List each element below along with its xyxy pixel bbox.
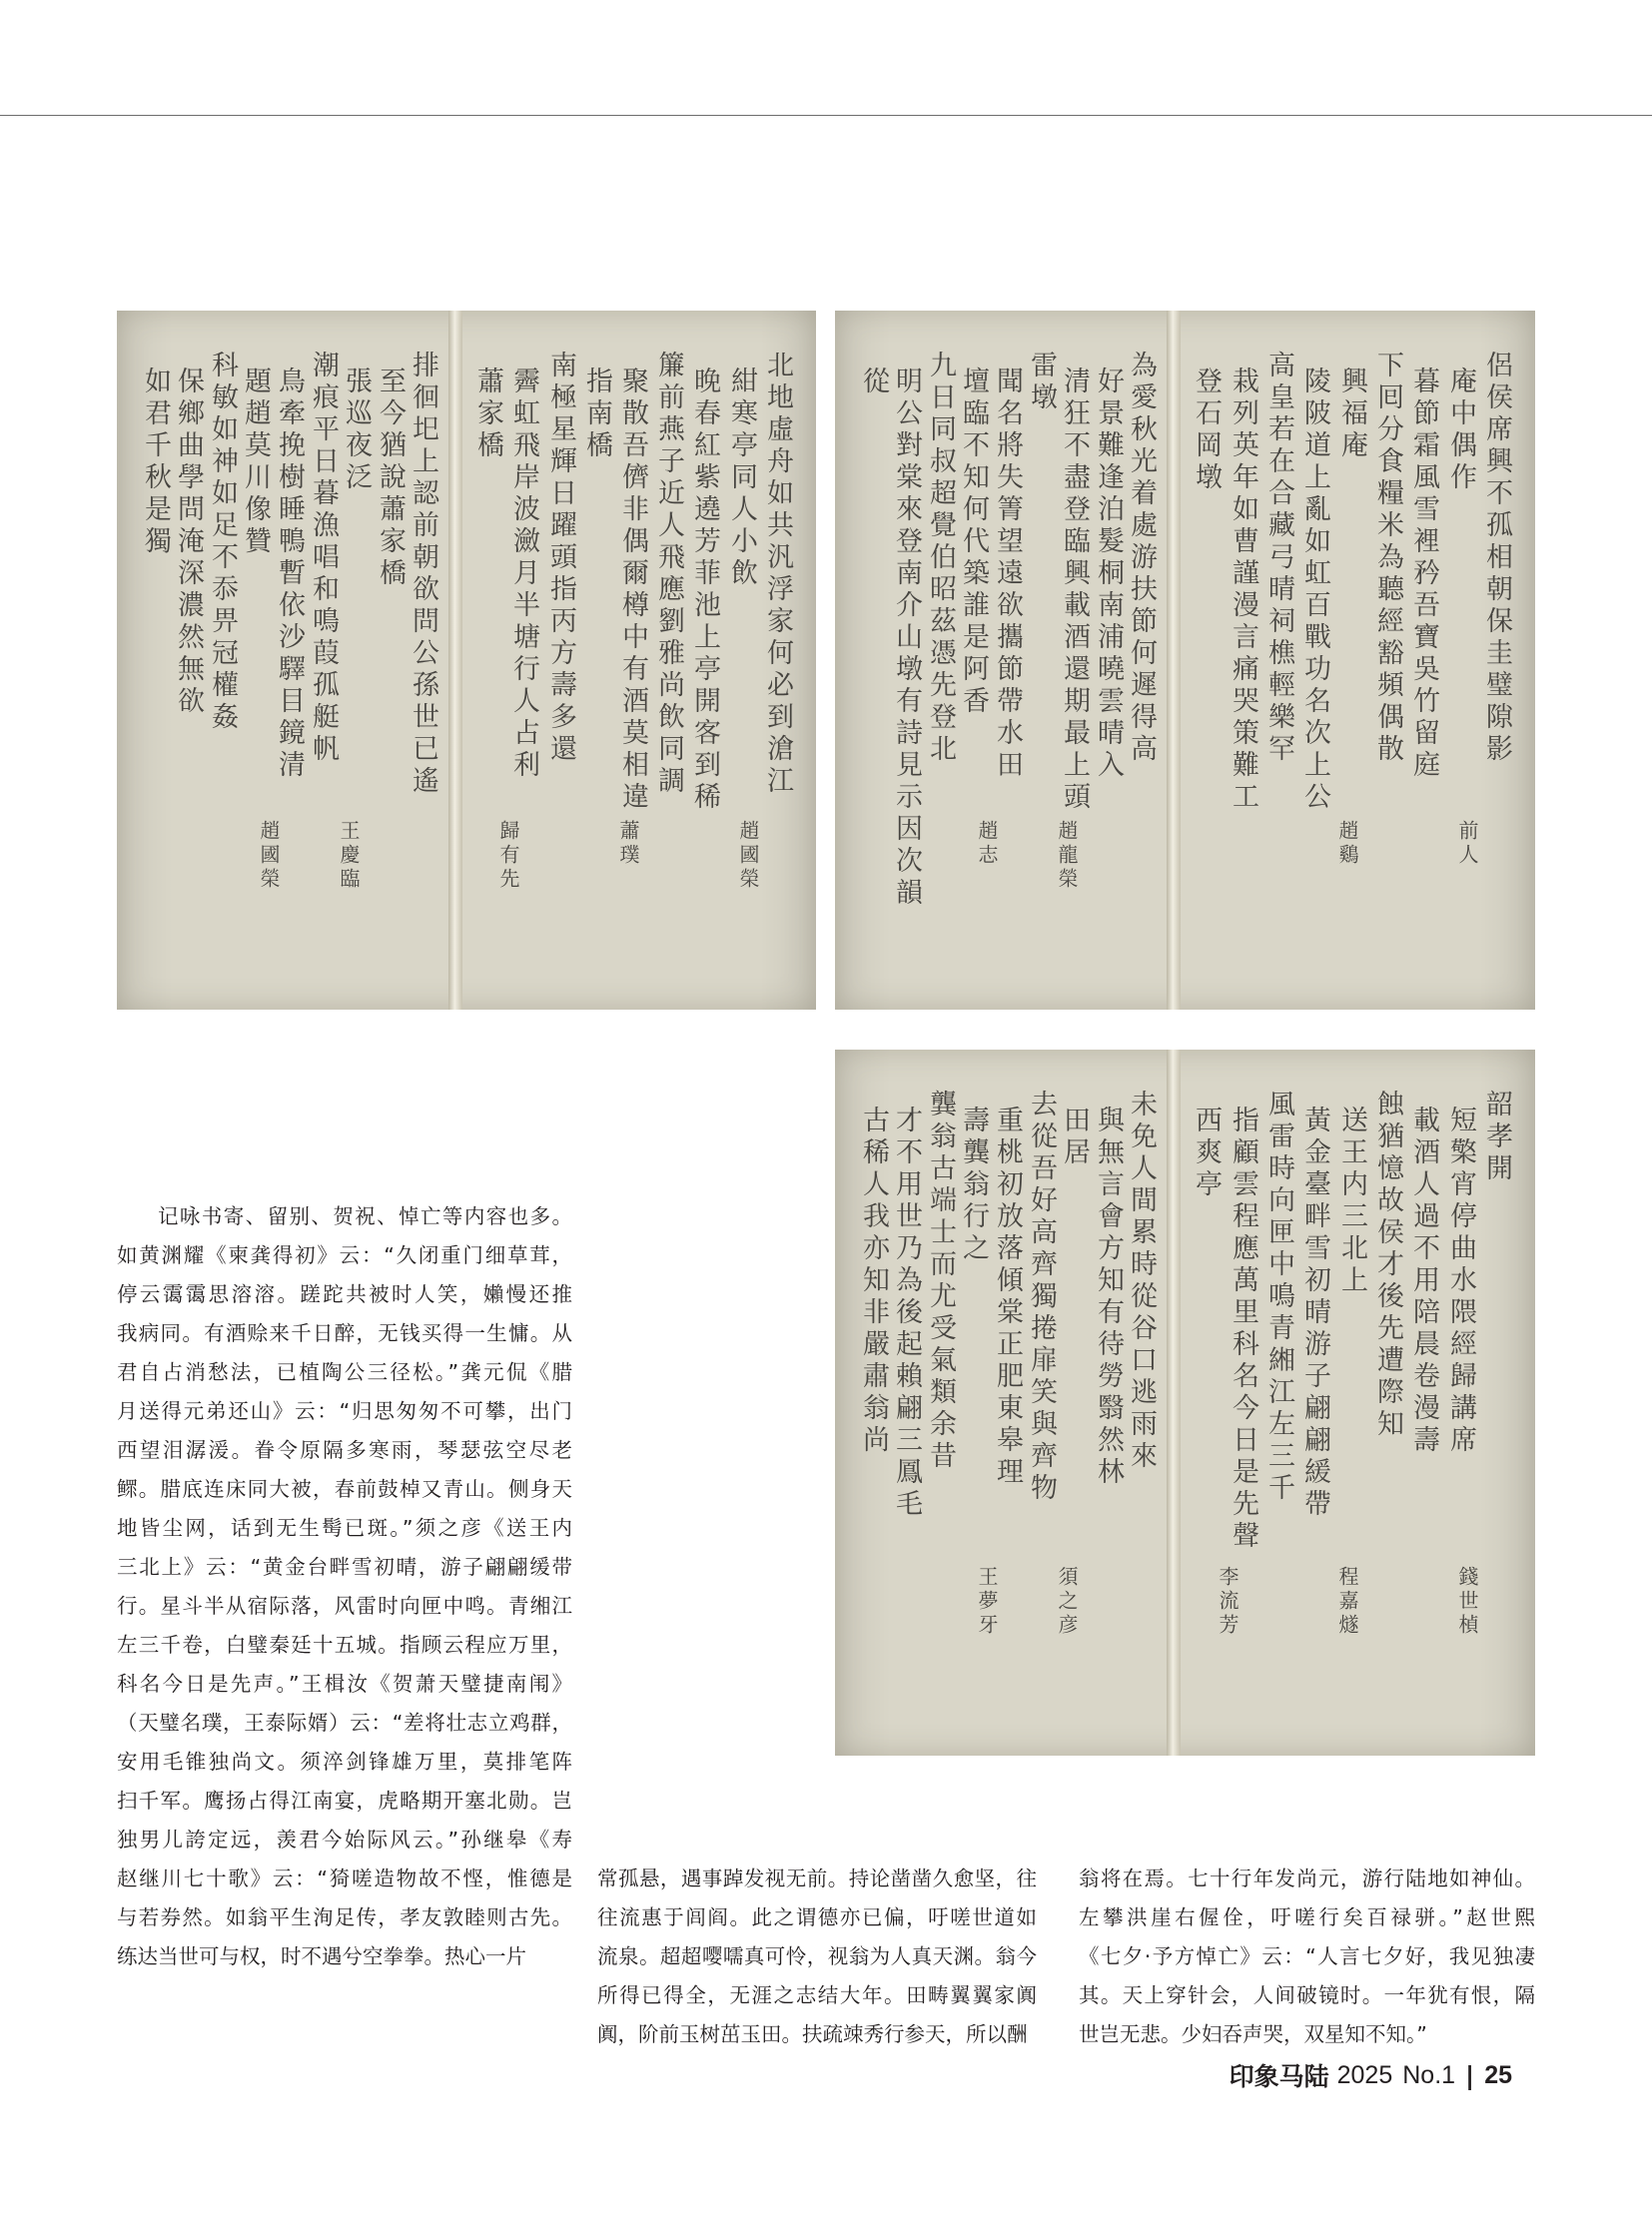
footer-separator: | [1465, 2060, 1475, 2090]
manuscript-column: 載酒人過不用陪晨卷漫壽 [1408, 1106, 1439, 1457]
signature: 前人 [1455, 820, 1479, 868]
manuscript-column: 紺寒亭同人小飲 [726, 367, 757, 590]
manuscript-column: 聞名將失箐望遠欲攜節帶水田 [992, 367, 1023, 782]
signature: 趙龍榮 [1055, 820, 1079, 892]
article-line: 所得已得全，无涯之志结大年。田畴翼翼家阗 [597, 1983, 1037, 2007]
article-line: 流泉。超超嘤嚅真可怜，视翁为人真天渊。翁今 [597, 1944, 1037, 1968]
manuscript-column: 韶孝開 [1481, 1090, 1512, 1185]
signature: 趙鷄 [1335, 820, 1359, 868]
manuscript-column: 為愛秋光着處游扶節何遲得高 [1126, 351, 1157, 766]
article-line: 世岂无悲。少妇吞声哭，双星知不知。” [1079, 2022, 1427, 2046]
manuscript-column: 科敏如神如足不忝畀冠權姦 [207, 351, 238, 734]
manuscript-column: 龔翁古端士而尤受氣類余昔 [925, 1090, 956, 1473]
manuscript-column: 風雷時向匣中鳴青緗江左三千 [1263, 1090, 1294, 1505]
manuscript-column: 明公對棠來登南介山墩有詩見示因次韻 [891, 367, 922, 910]
article-line: 赵继川七十歌》云：“猗嗟造物故不悭，惟德是 [117, 1866, 572, 1890]
manuscript-column: 才不用世乃為後起賴翩三鳳毛 [891, 1106, 922, 1521]
manuscript-column: 侶侯席興不孤相朝保圭璧隙影 [1481, 351, 1512, 766]
manuscript-column: 興福庵 [1336, 367, 1367, 462]
article-line: 停云霭霭思溶溶。蹉跎共被时人笑，嬾慢还推 [117, 1282, 572, 1306]
manuscript-column: 至今猶說蕭家橋 [375, 367, 406, 590]
manuscript-column: 重桃初放落傾棠正肥東皋理 [992, 1106, 1023, 1489]
manuscript-column: 去從吾好高齊獨捲扉笑與齊物 [1026, 1090, 1057, 1505]
signature: 趙國榮 [736, 820, 760, 892]
manuscript-column: 登石岡墩 [1191, 367, 1222, 494]
article-line: 科名今日是先声。”王楫汝《贺萧天璧捷南闱》 [117, 1672, 572, 1696]
manuscript-column: 下囘分食糧米為聽經豁頻偶散 [1372, 351, 1403, 766]
manuscript-column: 蝕猶憶故侯才後先遭際知 [1372, 1090, 1403, 1441]
manuscript-column: 田居 [1059, 1106, 1090, 1169]
article-column-3 [1079, 1860, 1535, 2054]
manuscript-photo-2 [835, 311, 1535, 1010]
article-column-2 [597, 1860, 1037, 2054]
manuscript-column: 雷墩 [1026, 351, 1057, 414]
article-line: 《七夕·予方悼亡》云：“人言七夕好，我见独凄 [1079, 1944, 1535, 1968]
manuscript-column: 蕭家橋 [472, 367, 503, 462]
manuscript-column: 如君千秋是獨 [140, 367, 171, 558]
article-line: 地皆尘网，话到无生髩已斑。”须之彦《送王内 [117, 1516, 572, 1540]
manuscript-column: 古稀人我亦知非嚴肅翁尚 [858, 1106, 889, 1457]
manuscript-column: 從 [858, 367, 889, 398]
signature: 錢世楨 [1455, 1566, 1479, 1638]
manuscript-column: 西爽亭 [1191, 1106, 1222, 1201]
signature: 趙志 [975, 820, 999, 868]
issue-year: 2025 [1336, 2060, 1393, 2089]
article-line: 独男儿誇定远，羡君今始际风云。”孙继皋《寿 [117, 1828, 572, 1852]
article-line: 记咏书寄、留别、贺祝、悼亡等内容也多。 [158, 1204, 572, 1228]
manuscript-column: 晚春紅紫遶芳菲池上亭開客到稀 [689, 367, 720, 814]
manuscript-column: 壇臨不知何代築誰是阿香 [958, 367, 989, 718]
article-line: 月送得元弟还山》云：“归思匆匆不可攀，出门 [117, 1399, 572, 1423]
article-line: 练达当世可与权，时不遇兮空拳拳。热心一片 [117, 1944, 526, 1968]
article-line: 君自占消愁法，已植陶公三径松。”龚元侃《腊 [117, 1360, 572, 1384]
manuscript-photo-3 [835, 1050, 1535, 1756]
header-rule [0, 115, 1652, 116]
manuscript-column: 簾前燕子近人飛應劉雅尚飲同調 [653, 351, 684, 798]
manuscript-column: 送王内三北上 [1336, 1106, 1367, 1297]
manuscript-column: 暮節霜風雪裡矜吾寶吳竹留庭 [1408, 367, 1439, 782]
article-line: 阗，阶前玉树茁玉田。扶疏竦秀行参天，所以酬 [597, 2022, 1028, 2046]
manuscript-column: 與無言會方知有待勞翳然林 [1093, 1106, 1124, 1489]
article-line: 与若券然。如翁平生洵足传，孝友敦睦则古先。 [117, 1905, 572, 1929]
signature: 須之彦 [1055, 1566, 1079, 1638]
article-line: 三北上》云：“黄金台畔雪初晴，游子翩翩缓带 [117, 1555, 572, 1579]
book-fold [1167, 1050, 1181, 1756]
manuscript-column: 栽列英年如曹謹漫言痛哭策難工 [1228, 367, 1258, 814]
article-line: 扫千军。鹰扬占得江南宴，虎略期开塞北勋。岂 [117, 1789, 572, 1813]
manuscript-column: 排徊圯上認前朝欲問公孫世已遙 [408, 351, 438, 798]
magazine-name: 印象马陆 [1229, 2063, 1329, 2091]
book-fold [448, 311, 462, 1010]
article-line: 鳏。腊底连床同大被，春前鼓棹又青山。侧身天 [117, 1477, 572, 1501]
page-number: 25 [1484, 2060, 1512, 2089]
manuscript-column: 霽虹飛岸波瀲月半塘行人占利 [508, 367, 539, 782]
manuscript-photo-1 [117, 311, 816, 1010]
manuscript-column: 聚散吾儕非偶爾樽中有酒莫相違 [617, 367, 648, 814]
book-fold [1167, 311, 1181, 1010]
manuscript-column: 保鄉曲學問淹深濃然無欲 [173, 367, 204, 718]
manuscript-column: 張巡夜泛 [341, 367, 372, 494]
article-column-1 [117, 1197, 572, 1976]
article-line: 行。星斗半从宿际落，风雷时向匣中鸣。青缃江 [117, 1594, 572, 1618]
signature: 李流芳 [1216, 1566, 1239, 1638]
signature: 趙國榮 [257, 820, 281, 892]
article-line: 常孤悬，遇事踔发视无前。持论凿凿久愈坚，往 [597, 1866, 1037, 1890]
article-line: 左攀洪崖右偓佺，吁嗟行矣百禄骈。”赵世熙 [1079, 1905, 1535, 1929]
article-line: 左三千卷，白璧秦廷十五城。指顾云程应万里， [117, 1633, 572, 1657]
manuscript-column: 高皇若在合藏弓晴祠樵輕樂罕 [1263, 351, 1294, 766]
issue-number: No.1 [1402, 2060, 1456, 2089]
manuscript-column: 陵陂道上亂如虹百戰功名次上公 [1299, 367, 1330, 814]
page-footer [1230, 2057, 1512, 2093]
manuscript-column: 未免人間累時從谷口逃雨來 [1126, 1090, 1157, 1473]
article-line: （天璧名璞，王泰际婿）云：“差将壮志立鸡群， [117, 1711, 572, 1735]
manuscript-column: 好景難逢泊髮桐南浦曉雲晴入 [1093, 367, 1124, 782]
article-line: 西望泪潺湲。眷令原隔多寒雨，琴瑟弦空尽老 [117, 1438, 572, 1462]
article-line: 安用毛锥独尚文。须淬剑锋雄万里，莫排笔阵 [117, 1750, 572, 1774]
manuscript-column: 庵中偶作 [1445, 367, 1476, 494]
manuscript-column: 短檠宵停曲水隈經歸講席 [1445, 1106, 1476, 1457]
article-line: 如黄渊耀《柬龚得初》云：“久闭重门细草茸， [117, 1243, 572, 1267]
signature: 王慶臨 [337, 820, 361, 892]
manuscript-column: 南極星輝日躍頭指丙方壽多還 [545, 351, 576, 766]
manuscript-column: 黃金臺畔雪初晴游子翩翩緩帶 [1299, 1106, 1330, 1521]
article-line: 往流惠于闾阎。此之谓德亦已偏，吁嗟世道如 [597, 1905, 1037, 1929]
manuscript-column: 潮痕平日暮漁唱和鳴葭孤艇帆 [308, 351, 339, 766]
manuscript-column: 鳥牽挽樹睡鴨暫依沙驛目鏡清 [274, 367, 305, 782]
manuscript-column: 指顧雲程應萬里科名今日是先聲 [1228, 1106, 1258, 1553]
manuscript-column: 九日同叔超覺伯昭茲憑先登北 [925, 351, 956, 766]
article-line: 我病同。有酒赊来千日醉，无钱买得一生慵。从 [117, 1321, 572, 1345]
signature: 王夢牙 [975, 1566, 999, 1638]
article-line: 翁将在焉。七十行年发尚元，游行陆地如神仙。 [1079, 1866, 1535, 1890]
signature: 程嘉燧 [1335, 1566, 1359, 1638]
article-line: 其。天上穿针会，人间破镜时。一年犹有恨，隔 [1079, 1983, 1535, 2007]
manuscript-column: 北地虛舟如共汎浮家何必到滄江 [762, 351, 793, 798]
manuscript-column: 題趙莫川像贊 [240, 367, 271, 558]
signature: 歸有先 [496, 820, 520, 892]
manuscript-column: 清狂不盡登臨興載酒還期最上頭 [1059, 367, 1090, 814]
signature: 蕭璞 [616, 820, 640, 868]
manuscript-column: 壽龔翁行之 [958, 1106, 989, 1265]
manuscript-column: 指南橋 [581, 367, 612, 462]
